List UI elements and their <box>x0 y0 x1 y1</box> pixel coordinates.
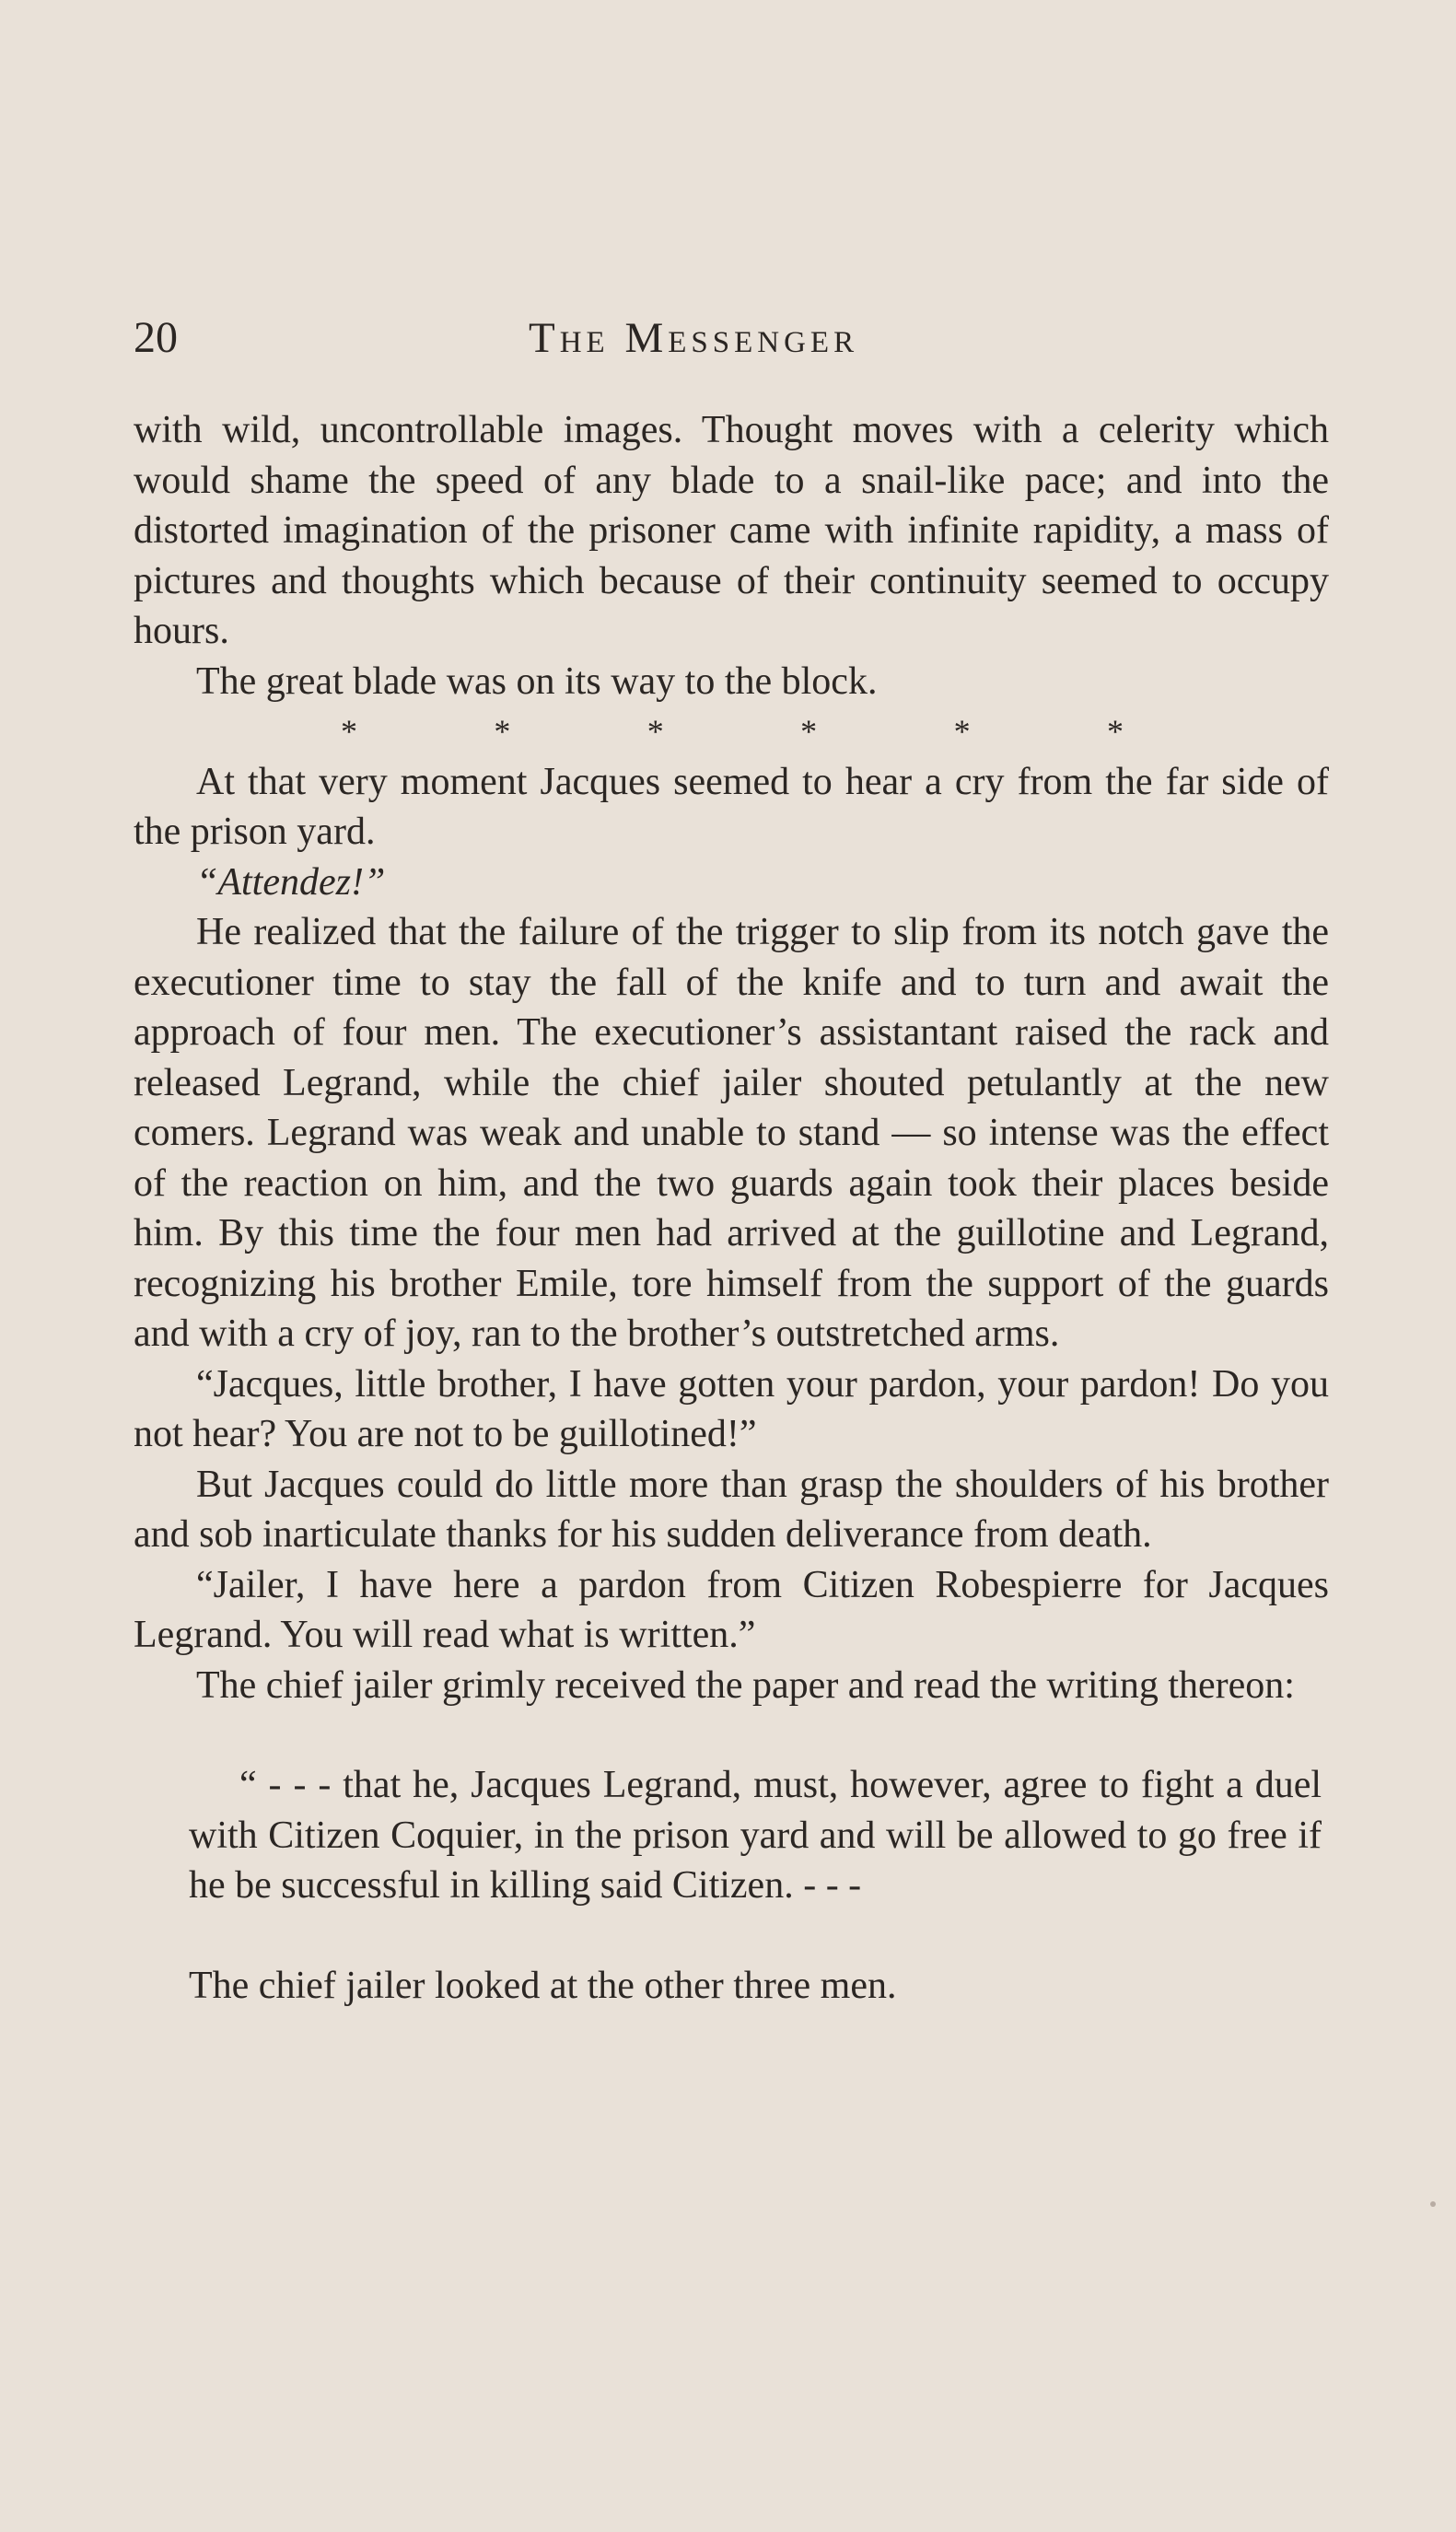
separator-asterisk: * <box>953 713 971 750</box>
separator-asterisk: * <box>494 713 511 750</box>
separator-asterisk: * <box>1106 713 1124 750</box>
paragraph: “Jacques, little brother, I have gotten your pardon, your pardon! Do you not hear? You are not to be guillotined!” <box>134 1362 1329 1455</box>
paragraph: He realized that the failure of the trigger to slip from its notch gave the executioner time to stay the fall of the knife and to turn and await the approach of four men. The executioner’s assistantant raised the rack and released Legrand, while the chief jailer shouted petulantly at the new comers. Legrand was weak and unable to stand — so intense was the effect of the reaction on him, and the two guards again took their places beside him. By this time the four men had arrived at the guillotine and Legrand, recognizing his brother Emile, tore himself from the support of the guards and with a cry of joy, ran to the brother’s outstretched arms. <box>134 911 1329 1355</box>
closing-block <box>134 1961 1329 2012</box>
quote-paragraph: “ - - - that he, Jacques Legrand, must, however, agree to fight a duel with Citizen Coquier, in the prison yard and will be allowed to go free if he be successful in killing said Citizen. - - - <box>189 1764 1322 1907</box>
separator-asterisk: * <box>800 713 818 750</box>
page-header <box>134 306 1331 370</box>
quoted-pardon <box>134 1760 1329 1911</box>
paragraph: “Attendez!” <box>196 860 386 904</box>
paragraph: The chief jailer grimly received the paper and read the writing thereon: <box>196 1663 1295 1707</box>
paragraph: At that very moment Jacques seemed to hear a cry from the far side of the prison yard. <box>134 760 1329 853</box>
closing-paragraph: The chief jailer looked at the other three men. <box>189 1964 897 2007</box>
paragraph: The great blade was on its way to the block. <box>196 659 878 703</box>
paragraph: “Jailer, I have here a pardon from Citizen Robespierre for Jacques Legrand. You will read what is written.” <box>134 1563 1329 1656</box>
paragraph: But Jacques could do little more than grasp the shoulders of his brother and sob inarticulate thanks for his sudden deliverance from death. <box>134 1463 1329 1556</box>
page-number: 20 <box>134 313 178 362</box>
separator-asterisk: * <box>646 713 664 750</box>
paper-spot <box>1430 2201 1436 2207</box>
paragraph: with wild, uncontrollable images. Thought moves with a celerity which would shame the speed of any blade to a snail-like pace; and into the distorted imagination of the prisoner came with infinite rapidity, a mass of pictures and thoughts which because of their continuity seemed to occupy hours. <box>134 409 1329 652</box>
running-head: The Messenger <box>529 314 859 362</box>
body-text <box>134 405 1329 2011</box>
section-separator <box>341 706 1124 757</box>
separator-asterisk: * <box>341 713 357 750</box>
